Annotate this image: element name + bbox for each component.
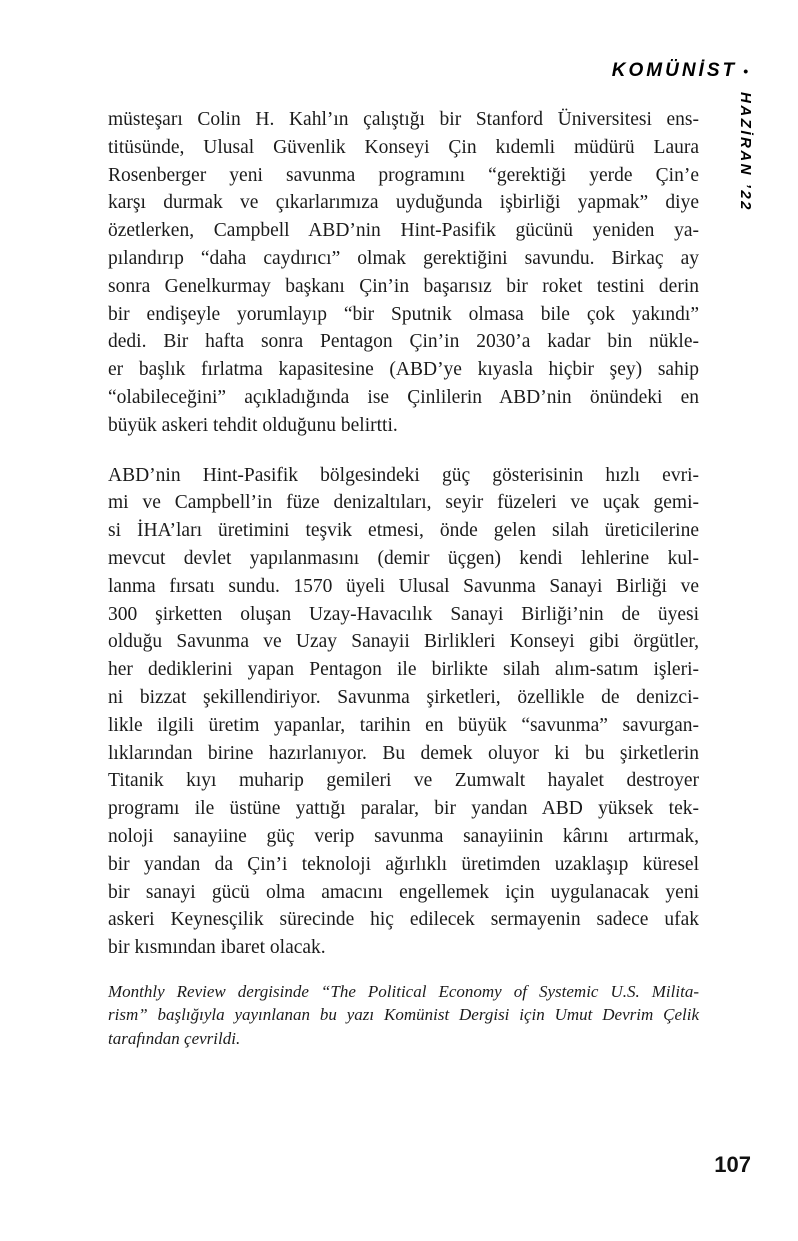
text-line: tarafından çevrildi. [108, 1028, 241, 1048]
bullet-icon: • [743, 63, 748, 79]
text-line: müsteşarı Colin H. Kahl’ın çalıştığı bir Stanford Üniversitesi ens- [108, 109, 699, 130]
issue-date-vertical: HAZİRAN ’22 [737, 92, 754, 213]
text-line: lanma fırsatı sundu. 1570 üyeli Ulusal Savunma Sanayi Birliği ve [108, 575, 699, 597]
text-line: 300 şirketten oluşan Uzay-Havacılık Sanayi Birliği’nin de üyesi [108, 603, 699, 625]
text-line: lıklarından birine hazırlanıyor. Bu demek oluyor ki bu şirketlerin [108, 742, 699, 764]
text-line: askeri Keynesçilik sürecinde hiç edilecek sermayenin sadece ufak [108, 909, 699, 931]
text-line: ni bizzat şekillendiriyor. Savunma şirketleri, özellikle de denizci- [108, 686, 699, 708]
text-line: si İHA’ları üretimini teşvik etmesi, önde gelen silah üreticilerine [108, 520, 699, 542]
text-line: bir kısmından ibaret olacak. [108, 937, 326, 959]
text-line: er başlık fırlatma kapasitesine (ABD’ye kıyasla hiçbir şey) sahip [108, 359, 699, 381]
text-line: rism” başlığıyla yayınlanan bu yazı Komünist Dergisi için Umut Devrim Çelik [108, 1005, 699, 1025]
text-line: karşı durmak ve çıkarlarımıza uyduğunda işbirliği yapmak” diye [108, 192, 699, 214]
text-line: pılandırıp “daha caydırıcı” olmak gerektiğini savundu. Birkaç ay [108, 247, 699, 269]
translator-note [108, 980, 699, 1051]
text-line: bir yandan da Çin’i teknoloji ağırlıklı üretimden uzaklaşıp küresel [108, 853, 699, 875]
text-line: her dediklerini yapan Pentagon ile birlikte silah alım-satım işleri- [108, 659, 699, 681]
text-line: Titanik kıyı muharip gemileri ve Zumwalt hayalet destroyer [108, 770, 699, 792]
paragraph-1 [108, 106, 699, 440]
text-line: bir sanayi gücü olma amacını engellemek için uygulanacak yeni [108, 881, 699, 903]
text-line: dedi. Bir hafta sonra Pentagon Çin’in 2030’a kadar bin nükle- [108, 331, 699, 353]
article-body [108, 106, 699, 1050]
text-line: sonra Genelkurmay başkanı Çin’in başarısız bir roket testini derin [108, 275, 699, 297]
text-line: Rosenberger yeni savunma programını “gerektiği yerde Çin’e [108, 164, 699, 186]
text-line: titüsünde, Ulusal Güvenlik Konseyi Çin kıdemli müdürü Laura [108, 136, 699, 158]
text-line: ABD’nin Hint-Pasifik bölgesindeki güç gösterisinin hızlı evri- [108, 464, 699, 486]
page-number: 107 [714, 1152, 751, 1177]
text-line: büyük askeri tehdit olduğunu belirtti. [108, 414, 398, 436]
text-line: likle ilgili üretim yapanlar, tarihin en büyük “savunma” savurgan- [108, 714, 699, 736]
text-line: Monthly Review dergisinde “The Political Economy of Systemic U.S. Milita- [108, 981, 699, 1001]
paragraph-2 [108, 462, 699, 962]
text-line: noloji sanayiine güç verip savunma sanayiinin kârını artırmak, [108, 825, 699, 847]
running-header [612, 60, 748, 82]
text-line: “olabileceğini” açıkladığında ise Çinlilerin ABD’nin önündeki en [108, 386, 699, 408]
text-line: mi ve Campbell’in füze denizaltıları, seyir füzeleri ve uçak gemi- [108, 492, 699, 514]
text-line: özetlerken, Campbell ABD’nin Hint-Pasifik gücünü yeniden ya- [108, 220, 699, 242]
text-line: mevcut devlet yapılanmasını (demir üçgen) kendi lehlerine kul- [108, 547, 699, 569]
magazine-title: KOMÜNİST [611, 60, 738, 81]
text-line: programı ile üstüne yattığı paralar, bir yandan ABD yüksek tek- [108, 798, 699, 820]
text-line: olduğu Savunma ve Uzay Sanayii Birlikleri Konseyi gibi örgütler, [108, 631, 699, 653]
text-line: bir endişeyle yorumlayıp “bir Sputnik olmasa bile çok yakındı” [108, 303, 699, 325]
